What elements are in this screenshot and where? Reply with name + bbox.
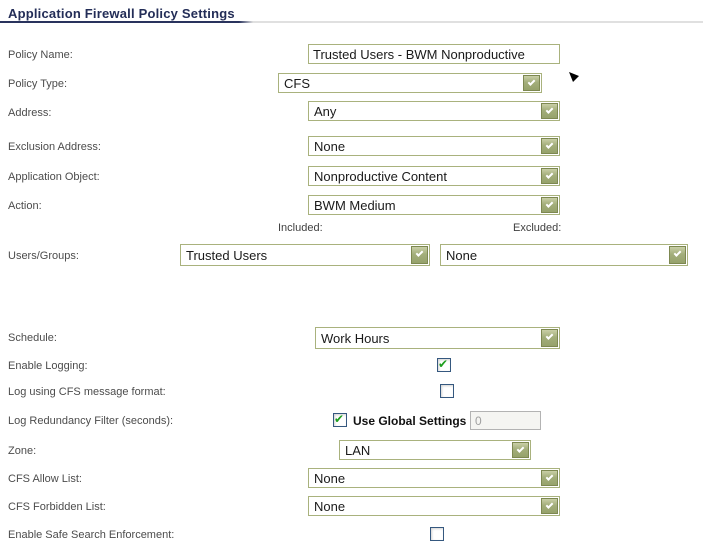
zone-value: LAN: [345, 443, 371, 458]
chevron-down-icon: [523, 75, 540, 91]
address-label: Address:: [8, 107, 52, 119]
log-cfs-format-label: Log using CFS message format:: [8, 386, 166, 398]
policy-name-input[interactable]: Trusted Users - BWM Nonproductive: [308, 44, 560, 64]
excluded-header: Excluded:: [513, 222, 562, 234]
users-groups-included-select[interactable]: [180, 244, 430, 266]
application-object-value: Nonproductive Content: [314, 169, 447, 184]
users-groups-label: Users/Groups:: [8, 250, 79, 262]
exclusion-address-label: Exclusion Address:: [8, 141, 101, 153]
application-object-select[interactable]: [308, 166, 560, 186]
page-title: Application Firewall Policy Settings: [8, 6, 235, 21]
policy-type-select[interactable]: [278, 73, 542, 93]
zone-label: Zone:: [8, 445, 37, 457]
cfs-allow-list-label: CFS Allow List:: [8, 473, 82, 485]
cfs-allow-list-value: None: [314, 471, 346, 486]
chevron-down-icon: [541, 329, 558, 347]
chevron-down-icon: [541, 470, 558, 486]
schedule-label: Schedule:: [8, 332, 57, 344]
policy-name-label: Policy Name:: [8, 49, 73, 61]
cfs-forbidden-list-label: CFS Forbidden List:: [8, 501, 106, 513]
cfs-forbidden-list-value: None: [314, 499, 346, 514]
mouse-cursor-icon: [568, 71, 580, 83]
schedule-value: Work Hours: [321, 331, 390, 346]
enable-logging-checkbox[interactable]: [437, 358, 451, 372]
log-cfs-format-checkbox[interactable]: [440, 384, 454, 398]
exclusion-address-select[interactable]: [308, 136, 560, 156]
safe-search-checkbox[interactable]: [430, 527, 444, 541]
schedule-select[interactable]: [315, 327, 560, 349]
chevron-down-icon: [541, 197, 558, 213]
chevron-down-icon: [669, 246, 686, 264]
use-global-settings-label: Use Global Settings: [353, 414, 467, 428]
log-redundancy-input[interactable]: 0: [470, 411, 541, 430]
zone-select[interactable]: [339, 440, 531, 460]
action-select[interactable]: [308, 195, 560, 215]
chevron-down-icon: [541, 168, 558, 184]
chevron-down-icon: [541, 103, 558, 119]
users-groups-excluded-value: None: [446, 248, 478, 263]
address-value: Any: [314, 104, 337, 119]
action-label: Action:: [8, 200, 42, 212]
title-divider: [0, 21, 703, 23]
users-groups-excluded-select[interactable]: [440, 244, 688, 266]
chevron-down-icon: [541, 138, 558, 154]
action-value: BWM Medium: [314, 198, 396, 213]
cfs-forbidden-list-select[interactable]: [308, 496, 560, 516]
users-groups-included-value: Trusted Users: [186, 248, 268, 263]
chevron-down-icon: [541, 498, 558, 514]
address-select[interactable]: [308, 101, 560, 121]
application-object-label: Application Object:: [8, 171, 100, 183]
enable-logging-label: Enable Logging:: [8, 360, 88, 372]
safe-search-label: Enable Safe Search Enforcement:: [8, 529, 175, 541]
chevron-down-icon: [411, 246, 428, 264]
exclusion-address-value: None: [314, 139, 346, 154]
use-global-settings-checkbox[interactable]: [333, 413, 347, 427]
log-redundancy-label: Log Redundancy Filter (seconds):: [8, 415, 174, 427]
included-header: Included:: [278, 222, 323, 234]
policy-type-value: CFS: [284, 76, 310, 91]
policy-type-label: Policy Type:: [8, 78, 68, 90]
cfs-allow-list-select[interactable]: [308, 468, 560, 488]
chevron-down-icon: [512, 442, 529, 458]
